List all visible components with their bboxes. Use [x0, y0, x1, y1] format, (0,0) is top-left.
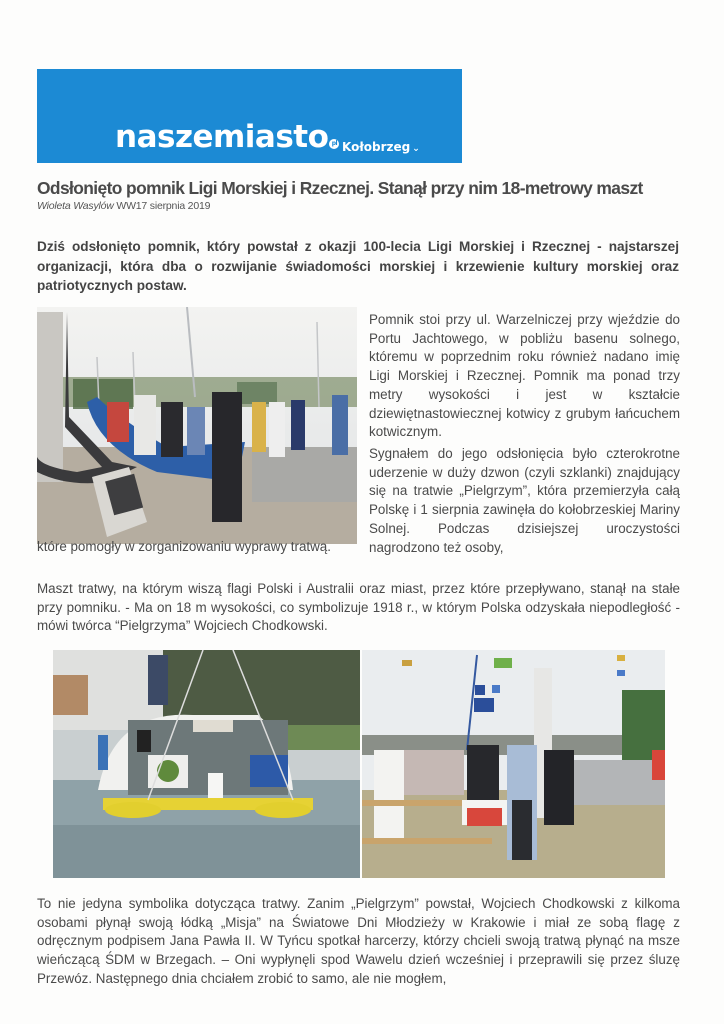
raft-pielgrzym-photo — [53, 650, 360, 878]
brand-name: naszemiasto — [115, 119, 329, 155]
article-date: WW17 sierpnia 2019 — [116, 200, 211, 212]
anchor-monument-unveiling-photo — [37, 307, 357, 544]
article-paragraph-4: To nie jedyna symbolika dotycząca tratwy. Zanim „Pielgrzym” powstał, Wojciech Chodkowski z kilkoma osobami płynął swoją łódką „Misja” na Światowe Dni Młodzieży w Krakowie i miał ze sobą flagę z odręcznym podpisem Jana Pawła II. W Tyńcu spotkał harcerzy, którzy chcieli swoją tratwą płynąć na msze wieńczącą ŚDM w Brzegach. – Oni wypłynęli spod Wawelu dzień wcześniej i przeprawili się przez śluzę Przewóz. Następnego dnia chciałem zrobić to samo, ale nie mogłem, — [37, 896, 680, 986]
city-selector[interactable] — [342, 140, 420, 154]
site-logo[interactable] — [115, 121, 339, 153]
article-paragraph-2: Sygnałem do jego odsłonięcia było czterokrotne uderzenie w duży dzwon (czyli szklanki) znajdujący się na tratwie „Pielgrzym”, która przemierzyła całą Polskę i 1 sierpnia zawinęła do kołobrzeskiej Mariny Solnej. Podczas dzisiejszej uroczystości nagrodzono też osoby, — [369, 446, 680, 555]
article-paragraph-3: Maszt tratwy, na którym wiszą flagi Polski i Australii oraz miast, przez które przepływano, stanął na stałe przy pomniku. - Ma on 18 m wysokości, co symbolizuje 1918 r., w którym Polska odzyskała niepodległość - mówi twórca “Pielgrzyma” Wojciech Chodkowski. — [37, 581, 680, 634]
article-paragraph-1: Pomnik stoi przy ul. Warzelniczej przy wjeździe do Portu Jachtowego, w pobliżu basenu solnego, któremu w poprzednim roku również nadano imię Ligi Morskiej i Rzecznej. Pomnik ma ponad trzy metry wysokości i jest w kształcie dziewiętnastowiecznej kotwicy z grubym łańcuchem kotwicznym. — [369, 312, 680, 440]
ceremony-flags-photo — [362, 650, 665, 878]
chevron-down-icon: ⌄ — [412, 144, 420, 154]
article-title: Odsłonięto pomnik Ligi Morskiej i Rzecznej. Stanął przy nim 18-metrowy maszt — [37, 178, 643, 198]
brand-pl-badge: pl — [329, 139, 339, 149]
article-lead: Dziś odsłonięto pomnik, który powstał z okazji 100-lecia Ligi Morskiej i Rzecznej - najstarszej organizacji, która dba o rozwijanie świadomości morskiej i krzewienie kultury morskiej oraz patriotycznych postaw. — [37, 239, 679, 293]
article-byline — [37, 200, 210, 212]
city-name: Kołobrzeg — [342, 140, 411, 154]
site-banner — [37, 69, 462, 163]
article-author: Wioleta Wasylów — [37, 200, 114, 212]
article-paragraph-2-tail: które pomogły w zorganizowaniu wyprawy tratwą. — [37, 539, 331, 554]
